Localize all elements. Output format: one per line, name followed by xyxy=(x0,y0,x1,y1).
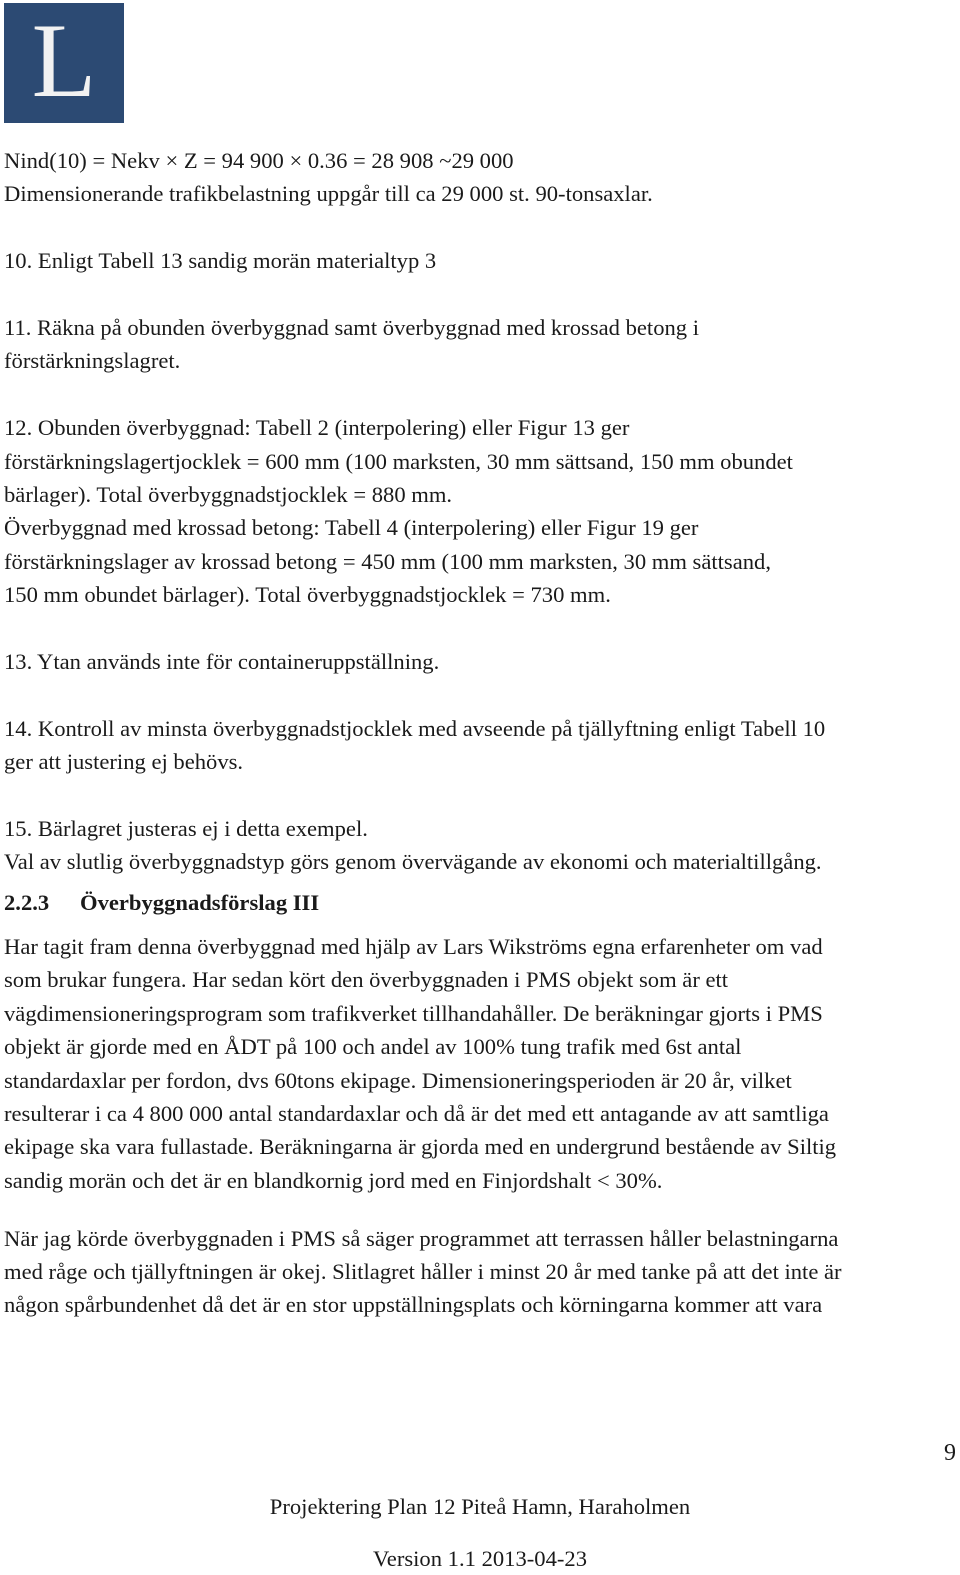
calc-line: Nind(10) = Nekv × Z = 94 900 × 0.36 = 28 908 ~29 000 xyxy=(4,148,514,173)
item-10 xyxy=(4,244,954,277)
logo-letter: L xyxy=(31,3,97,119)
item-line: Val av slutlig överbyggnadstyp görs genom övervägande av ekonomi och materialtillgång. xyxy=(4,849,822,875)
item-15 xyxy=(4,812,954,879)
item-11 xyxy=(4,311,954,378)
item-line: förstärkningslager av krossad betong = 450 mm (100 mm marksten, 30 mm sättsand, xyxy=(4,548,771,574)
item-line: förstärkningslagret. xyxy=(4,348,181,374)
paragraph-line: någon spårbundenhet då det är en stor uppställningsplats och körningarna kommer att vara xyxy=(4,1292,823,1318)
item-line: Överbyggnad med krossad betong: Tabell 4 (interpolering) eller Figur 19 ger xyxy=(4,515,699,541)
page-number: 9 xyxy=(944,1440,956,1466)
item-line: förstärkningslagertjocklek = 600 mm (100 marksten, 30 mm sättsand, 150 mm obundet xyxy=(4,448,793,474)
section-title: Överbyggnadsförslag III xyxy=(80,889,320,915)
paragraph-line: standardaxlar per fordon, dvs 60tons ekipage. Dimensioneringsperioden är 20 år, vilket xyxy=(4,1067,792,1093)
section-number: 2.2.3 xyxy=(4,889,50,915)
paragraph-1 xyxy=(4,930,954,1197)
item-line: 13. Ytan används inte för containeruppställning. xyxy=(4,648,440,674)
item-line: 15. Bärlagret justeras ej i detta exempel. xyxy=(4,815,368,841)
paragraph-2 xyxy=(4,1222,954,1322)
paragraph-line: ekipage ska vara fullastade. Beräkningarna är gjorda med en undergrund bestående av Siltig xyxy=(4,1134,837,1160)
section-heading xyxy=(4,886,954,919)
paragraph-line: resulterar i ca 4 800 000 antal standardaxlar och då är det med ett antagande av att samtliga xyxy=(4,1100,829,1126)
paragraph-line: sandig morän och det är en blandkornig jord med en Finjordshalt < 30%. xyxy=(4,1167,663,1193)
item-13 xyxy=(4,645,954,678)
paragraph-line: Har tagit fram denna överbyggnad med hjälp av Lars Wikströms egna erfarenheter om vad xyxy=(4,933,823,959)
item-line: ger att justering ej behövs. xyxy=(4,749,244,775)
item-12 xyxy=(4,411,954,611)
document-body xyxy=(4,144,954,1322)
company-logo xyxy=(4,3,124,123)
paragraph-line: vägdimensioneringsprogram som trafikverket tillhandahåller. De beräkningar gjorts i PMS xyxy=(4,1000,823,1026)
calc-line: Dimensionerande trafikbelastning uppgår till ca 29 000 st. 90-tonsaxlar. xyxy=(4,181,653,207)
item-line: 14. Kontroll av minsta överbyggnadstjocklek med avseende på tjällyftning enligt Tabell 10 xyxy=(4,715,826,741)
paragraph-line: med råge och tjällyftningen är okej. Slitlagret håller i minst 20 år med tanke på att det inte är xyxy=(4,1259,842,1285)
calc-block xyxy=(4,144,954,211)
item-line: 11. Räkna på obunden överbyggnad samt överbyggnad med krossad betong i xyxy=(4,314,700,340)
footer-title: Projektering Plan 12 Piteå Hamn, Haraholmen xyxy=(269,1494,691,1519)
paragraph-line: När jag körde överbyggnaden i PMS så säger programmet att terrassen håller belastningarna xyxy=(4,1225,839,1251)
paragraph-line: objekt är gjorde med en ÅDT på 100 och andel av 100% tung trafik med 6st antal xyxy=(4,1034,742,1060)
footer-version: Version 1.1 2013-04-23 xyxy=(373,1546,587,1571)
item-line: 150 mm obundet bärlager). Total överbyggnadstjocklek = 730 mm. xyxy=(4,582,611,608)
paragraph-line: som brukar fungera. Har sedan kört den överbyggnaden i PMS objekt som är ett xyxy=(4,967,729,993)
item-line: 12. Obunden överbyggnad: Tabell 2 (interpolering) eller Figur 13 ger xyxy=(4,415,630,441)
item-line: 10. Enligt Tabell 13 sandig morän materialtyp 3 xyxy=(4,248,437,274)
item-14 xyxy=(4,712,954,779)
item-line: bärlager). Total överbyggnadstjocklek = 880 mm. xyxy=(4,481,453,507)
